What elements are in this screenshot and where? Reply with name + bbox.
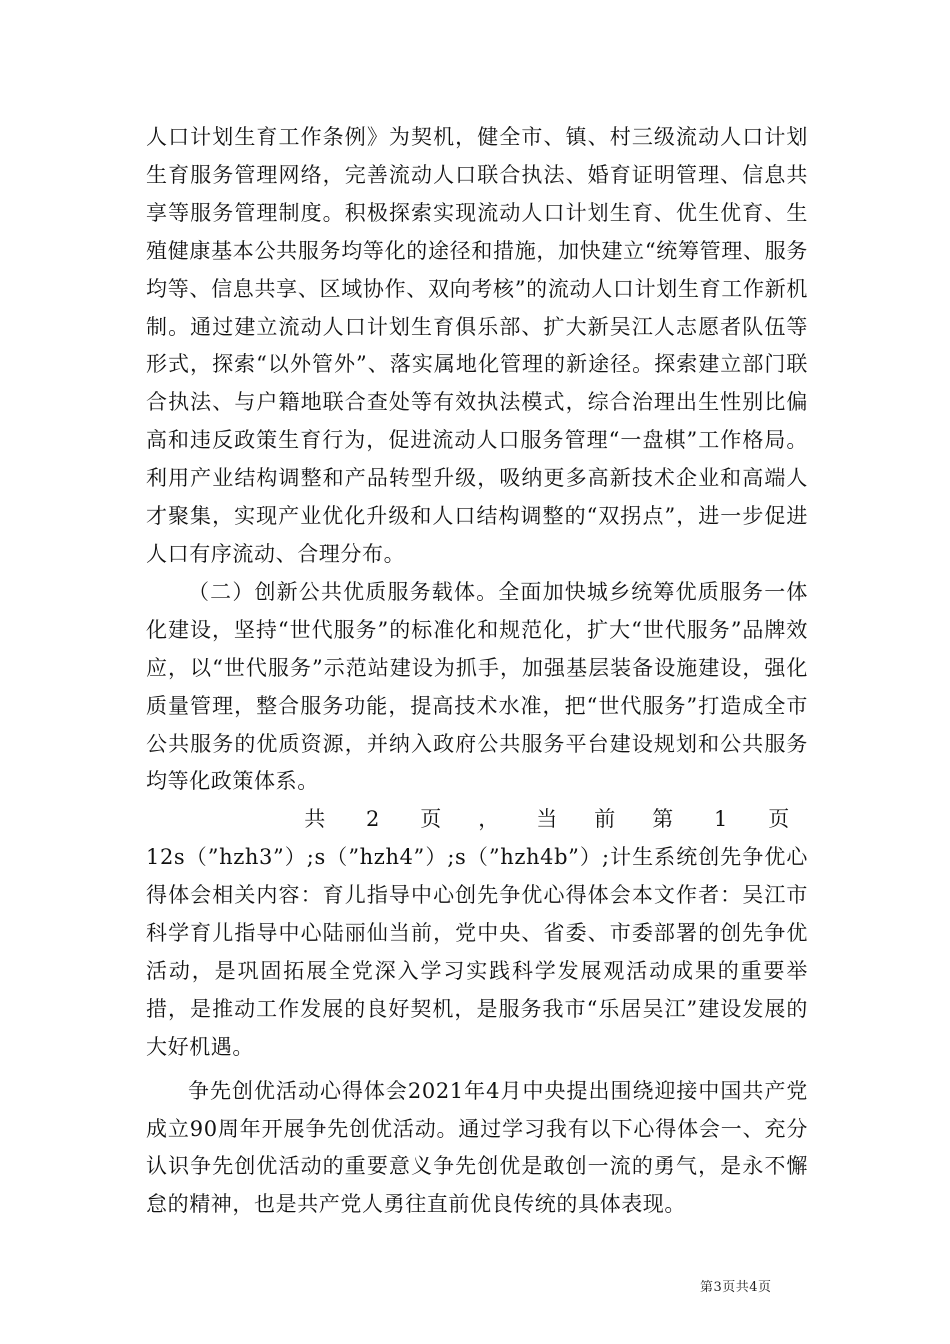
page-count-char: 页 [768,807,790,832]
page-count-char: 2 [366,807,380,832]
page-count-char: 前 [594,807,616,832]
page-count-char: 当 [536,807,558,832]
page-count-char: 1 [714,807,728,832]
page-count-char: ， [478,807,500,832]
page-count-char: 共 [304,807,326,832]
page-footer: 第3页共4页 [700,1280,772,1295]
paragraph-4: 争先创优活动心得体会2021年4月中央提出围绕迎接中国共产党成立90周年开展争先创优活动。通过学习我有以下心得体会一、充分认识争先创优活动的重要意义争先创优是敢创一流的勇气，是永不懈怠的精神，也是共产党人勇往直前优良传统的具体表现。 [146,1078,808,1217]
paragraph-1: 人口计划生育工作条例》为契机，健全市、镇、村三级流动人口计划生育服务管理网络，完善流动人口联合执法、婚育证明管理、信息共享等服务管理制度。积极探索实现流动人口计划生育、优生优育、生殖健康基本公共服务均等化的途径和措施，加快建立“统筹管理、服务均等、信息共享、区域协作、双向考核”的流动人口计划生育工作新机制。通过建立流动人口计划生育俱乐部、扩大新吴江人志愿者队伍等形式，探索“以外管外”、落实属地化管理的新途径。探索建立部门联合执法、与户籍地联合查处等有效执法模式，综合治理出生性别比偏高和违反政策生育行为，促进流动人口服务管理“一盘棋”工作格局。利用产业结构调整和产品转型升级，吸纳更多高新技术企业和高端人才聚集，实现产业优化升级和人口结构调整的“双拐点”，进一步促进人口有序流动、合理分布。 [146,125,808,566]
inline-page-count [146,801,808,839]
page-count-char: 页 [420,807,442,832]
page-count-char: 第 [652,807,674,832]
paragraph-2: （二）创新公共优质服务载体。全面加快城乡统筹优质服务一体化建设，坚持“世代服务”的标准化和规范化，扩大“世代服务”品牌效应，以“世代服务”示范站建设为抓手，加强基层装备设施建设，强化质量管理，整合服务功能，提高技术水准，把“世代服务”打造成全市公共服务的优质资源，并纳入政府公共服务平台建设规划和公共服务均等化政策体系。 [146,579,808,794]
paragraph-3: 12s（”hzh3”）;s（”hzh4”）;s（”hzh4b”）;计生系统创先争优心得体会相关内容：育儿指导中心创先争优心得体会本文作者：吴江市科学育儿指导中心陆丽仙当前，党中央、省委、市委部署的创先争优活动，是巩固拓展全党深入学习实践科学发展观活动成果的重要举措，是推动工作发展的良好契机，是服务我市“乐居吴江”建设发展的大好机遇。 [146,845,808,1059]
document-body [146,119,808,1224]
